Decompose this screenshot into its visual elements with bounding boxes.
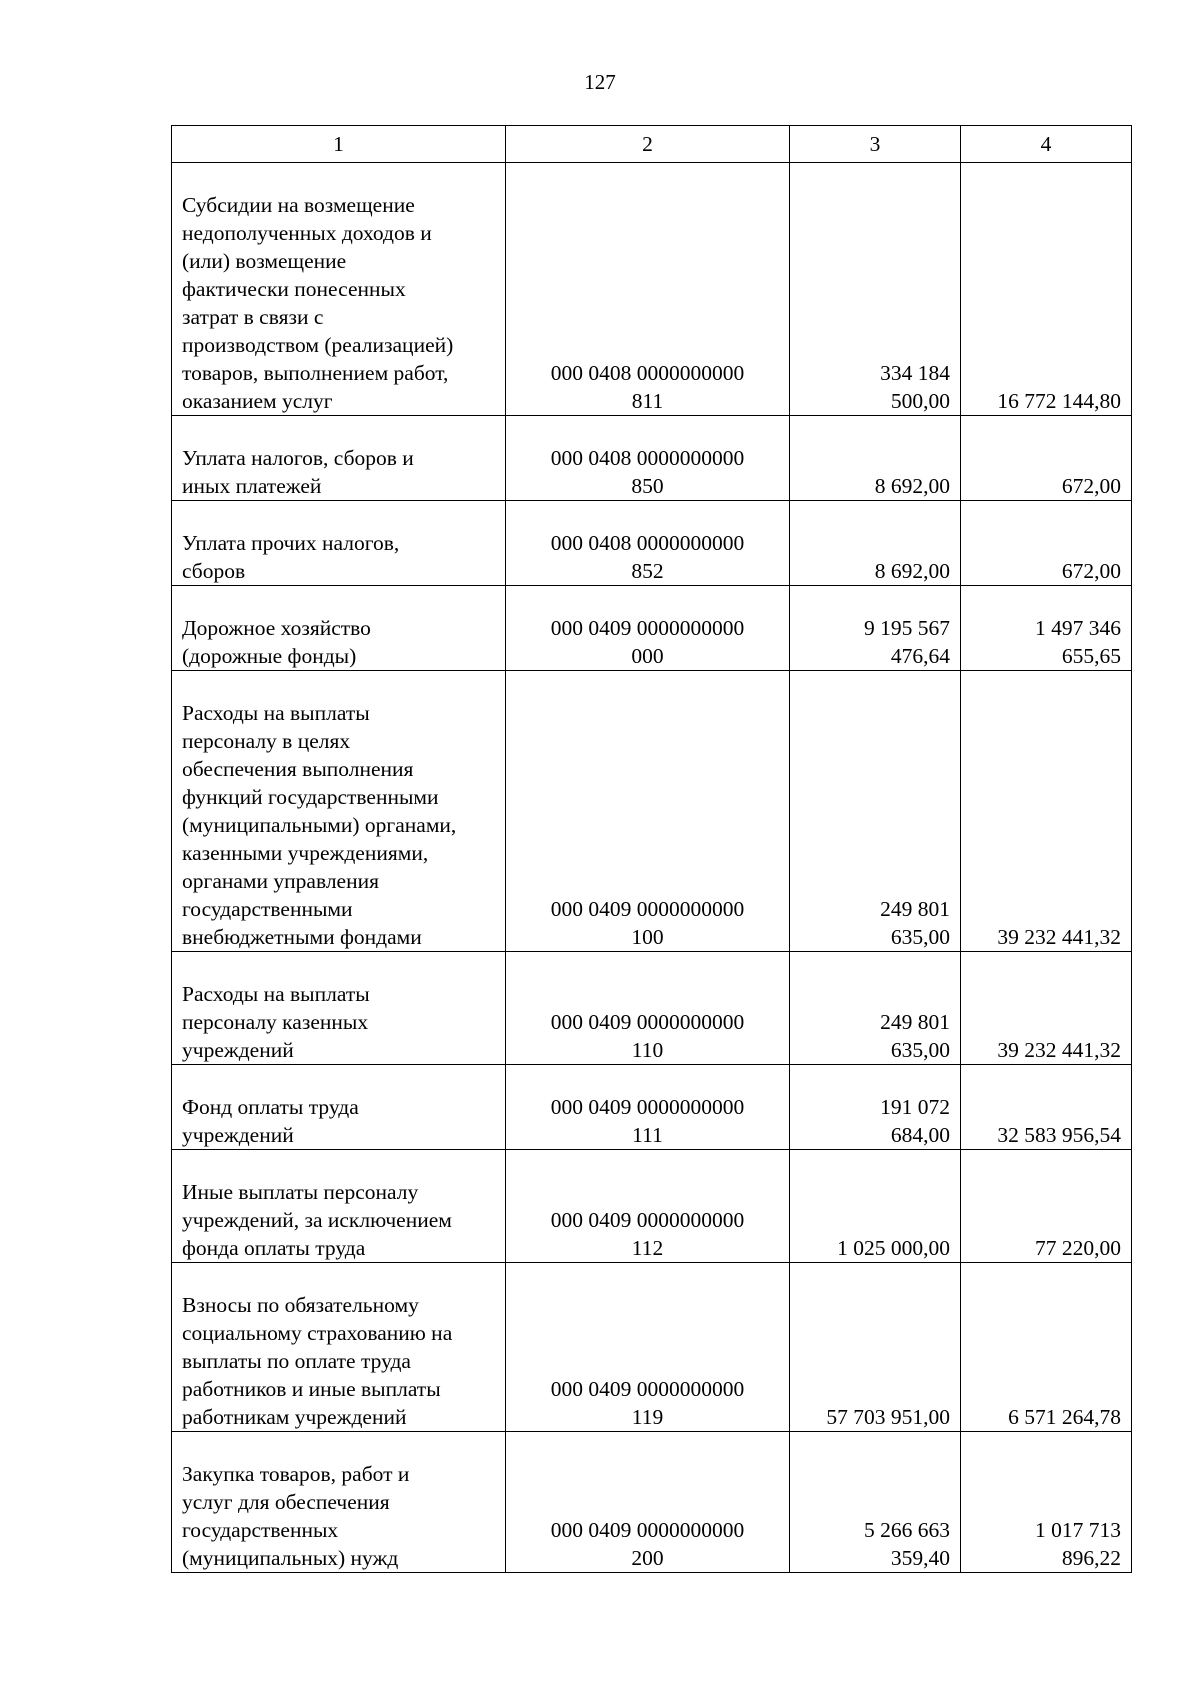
cell-text-line: 16 772 144,80 — [997, 389, 1121, 413]
cell-text-line: фактически понесенных — [182, 277, 406, 301]
row-name-cell — [172, 1150, 506, 1263]
row-name-cell — [172, 163, 506, 416]
header-col-3: 3 — [790, 126, 961, 163]
row-col4-cell — [961, 416, 1132, 501]
row-name-cell — [172, 416, 506, 501]
table-row — [172, 1263, 1132, 1432]
table-row — [172, 501, 1132, 586]
row-name-cell — [172, 501, 506, 586]
cell-text-line: 811 — [631, 389, 664, 413]
cell-text-line: обеспечения выполнения — [182, 757, 414, 781]
cell-text-line: 000 0408 0000000000 — [550, 531, 745, 555]
cell-text-line: 672,00 — [1061, 559, 1121, 583]
row-col3-cell — [790, 1065, 961, 1150]
row-code-cell — [506, 1432, 790, 1573]
row-col3-cell — [790, 586, 961, 671]
row-col4-cell — [961, 586, 1132, 671]
cell-text-line: Расходы на выплаты — [182, 701, 370, 725]
cell-text-line: Закупка товаров, работ и — [182, 1462, 410, 1486]
table-row — [172, 1065, 1132, 1150]
cell-text-line: казенными учреждениями, — [182, 841, 429, 865]
cell-text-line: 191 072 — [880, 1095, 950, 1119]
cell-text-line: Фонд оплаты труда — [182, 1095, 359, 1119]
row-col4-cell — [961, 501, 1132, 586]
cell-text-line: иных платежей — [182, 474, 322, 498]
cell-text-line: 112 — [631, 1236, 664, 1260]
row-name-cell — [172, 1432, 506, 1573]
cell-text-line: 635,00 — [890, 925, 950, 949]
cell-text-line: товаров, выполнением работ, — [182, 361, 449, 385]
cell-text-line: 1 497 346 — [1035, 616, 1121, 640]
row-col4-cell — [961, 1263, 1132, 1432]
row-col4-cell — [961, 163, 1132, 416]
page-number: 127 — [584, 70, 616, 94]
row-code-cell — [506, 416, 790, 501]
cell-text-line: 249 801 — [880, 897, 950, 921]
cell-text-line: 000 0408 0000000000 — [550, 361, 745, 385]
table-row — [172, 586, 1132, 671]
cell-text-line: 000 0409 0000000000 — [550, 1377, 745, 1401]
table-row — [172, 1432, 1132, 1573]
cell-text-line: органами управления — [182, 869, 379, 893]
table-header-row — [172, 126, 1132, 163]
cell-text-line: 334 184 — [880, 361, 950, 385]
cell-text-line: 359,40 — [890, 1546, 950, 1570]
cell-text-line: внебюджетными фондами — [182, 925, 422, 949]
cell-text-line: 000 — [631, 644, 664, 668]
cell-text-line: 672,00 — [1061, 474, 1121, 498]
cell-text-line: услуг для обеспечения — [182, 1490, 390, 1514]
cell-text-line: персоналу в целях — [182, 729, 351, 753]
cell-text-line: работникам учреждений — [182, 1405, 407, 1429]
cell-text-line: 635,00 — [890, 1038, 950, 1062]
cell-text-line: (муниципальных) нужд — [182, 1546, 399, 1570]
table-row — [172, 671, 1132, 952]
cell-text-line: 111 — [632, 1123, 663, 1147]
row-code-cell — [506, 501, 790, 586]
row-col3-cell — [790, 416, 961, 501]
cell-text-line: (или) возмещение — [182, 249, 347, 273]
row-col4-cell — [961, 671, 1132, 952]
table-body — [172, 126, 1132, 1573]
cell-text-line: Дорожное хозяйство — [182, 616, 371, 640]
cell-text-line: недополученных доходов и — [182, 221, 432, 245]
row-code-cell — [506, 671, 790, 952]
row-col3-cell — [790, 1150, 961, 1263]
cell-text-line: (муниципальными) органами, — [182, 813, 457, 837]
cell-text-line: 000 0409 0000000000 — [550, 616, 745, 640]
row-col3-cell — [790, 501, 961, 586]
header-col-1: 1 — [172, 126, 506, 163]
cell-text-line: 896,22 — [1061, 1546, 1121, 1570]
cell-text-line: 39 232 441,32 — [997, 1038, 1121, 1062]
table-row — [172, 163, 1132, 416]
cell-text-line: 655,65 — [1061, 644, 1121, 668]
cell-text-line: 119 — [631, 1405, 664, 1429]
cell-text-line: 000 0409 0000000000 — [550, 897, 745, 921]
header-col-4: 4 — [961, 126, 1132, 163]
row-name-cell — [172, 952, 506, 1065]
cell-text-line: функций государственными — [182, 785, 439, 809]
cell-text-line: 110 — [631, 1038, 664, 1062]
cell-text-line: Взносы по обязательному — [182, 1293, 419, 1317]
row-code-cell — [506, 1065, 790, 1150]
cell-text-line: (дорожные фонды) — [182, 644, 357, 668]
row-name-cell — [172, 1263, 506, 1432]
row-code-cell — [506, 952, 790, 1065]
budget-table — [171, 125, 1132, 1573]
row-code-cell — [506, 1263, 790, 1432]
cell-text-line: Расходы на выплаты — [182, 982, 370, 1006]
cell-text-line: 57 703 951,00 — [826, 1405, 950, 1429]
row-code-cell — [506, 1150, 790, 1263]
row-col3-cell — [790, 1432, 961, 1573]
cell-text-line: затрат в связи с — [182, 305, 324, 329]
cell-text-line: 476,64 — [890, 644, 950, 668]
cell-text-line: Уплата прочих налогов, — [182, 531, 400, 555]
cell-text-line: учреждений — [182, 1038, 294, 1062]
cell-text-line: оказанием услуг — [182, 389, 333, 413]
row-code-cell — [506, 586, 790, 671]
cell-text-line: Иные выплаты персоналу — [182, 1180, 419, 1204]
table-row — [172, 952, 1132, 1065]
cell-text-line: 852 — [631, 559, 664, 583]
cell-text-line: 500,00 — [890, 389, 950, 413]
row-col4-cell — [961, 952, 1132, 1065]
cell-text-line: 000 0408 0000000000 — [550, 446, 745, 470]
header-col-2: 2 — [506, 126, 790, 163]
table-row — [172, 1150, 1132, 1263]
cell-text-line: 684,00 — [890, 1123, 950, 1147]
row-code-cell — [506, 163, 790, 416]
cell-text-line: 1 017 713 — [1035, 1518, 1121, 1542]
cell-text-line: Субсидии на возмещение — [182, 193, 415, 217]
cell-text-line: 8 692,00 — [874, 474, 950, 498]
cell-text-line: государственными — [182, 897, 353, 921]
cell-text-line: 9 195 567 — [864, 616, 950, 640]
cell-text-line: 000 0409 0000000000 — [550, 1208, 745, 1232]
cell-text-line: учреждений, за исключением — [182, 1208, 452, 1232]
cell-text-line: производством (реализацией) — [182, 333, 454, 357]
cell-text-line: 000 0409 0000000000 — [550, 1095, 745, 1119]
cell-text-line: выплаты по оплате труда — [182, 1349, 411, 1373]
cell-text-line: 850 — [631, 474, 664, 498]
cell-text-line: сборов — [182, 559, 246, 583]
row-name-cell — [172, 671, 506, 952]
cell-text-line: фонда оплаты труда — [182, 1236, 366, 1260]
cell-text-line: 200 — [631, 1546, 664, 1570]
row-col3-cell — [790, 163, 961, 416]
cell-text-line: работников и иные выплаты — [182, 1377, 441, 1401]
cell-text-line: 1 025 000,00 — [837, 1236, 950, 1260]
cell-text-line: учреждений — [182, 1123, 294, 1147]
row-col3-cell — [790, 671, 961, 952]
cell-text-line: 000 0409 0000000000 — [550, 1518, 745, 1542]
cell-text-line: 77 220,00 — [1035, 1236, 1121, 1260]
row-name-cell — [172, 1065, 506, 1150]
cell-text-line: социальному страхованию на — [182, 1321, 453, 1345]
table-row — [172, 416, 1132, 501]
cell-text-line: 32 583 956,54 — [997, 1123, 1121, 1147]
cell-text-line: 5 266 663 — [864, 1518, 950, 1542]
row-col4-cell — [961, 1065, 1132, 1150]
cell-text-line: Уплата налогов, сборов и — [182, 446, 414, 470]
row-col3-cell — [790, 952, 961, 1065]
row-col3-cell — [790, 1263, 961, 1432]
cell-text-line: государственных — [182, 1518, 339, 1542]
cell-text-line: 249 801 — [880, 1010, 950, 1034]
row-col4-cell — [961, 1150, 1132, 1263]
cell-text-line: 000 0409 0000000000 — [550, 1010, 745, 1034]
cell-text-line: персоналу казенных — [182, 1010, 369, 1034]
cell-text-line: 100 — [631, 925, 664, 949]
cell-text-line: 8 692,00 — [874, 559, 950, 583]
cell-text-line: 6 571 264,78 — [1008, 1405, 1121, 1429]
cell-text-line: 39 232 441,32 — [997, 925, 1121, 949]
row-name-cell — [172, 586, 506, 671]
row-col4-cell — [961, 1432, 1132, 1573]
